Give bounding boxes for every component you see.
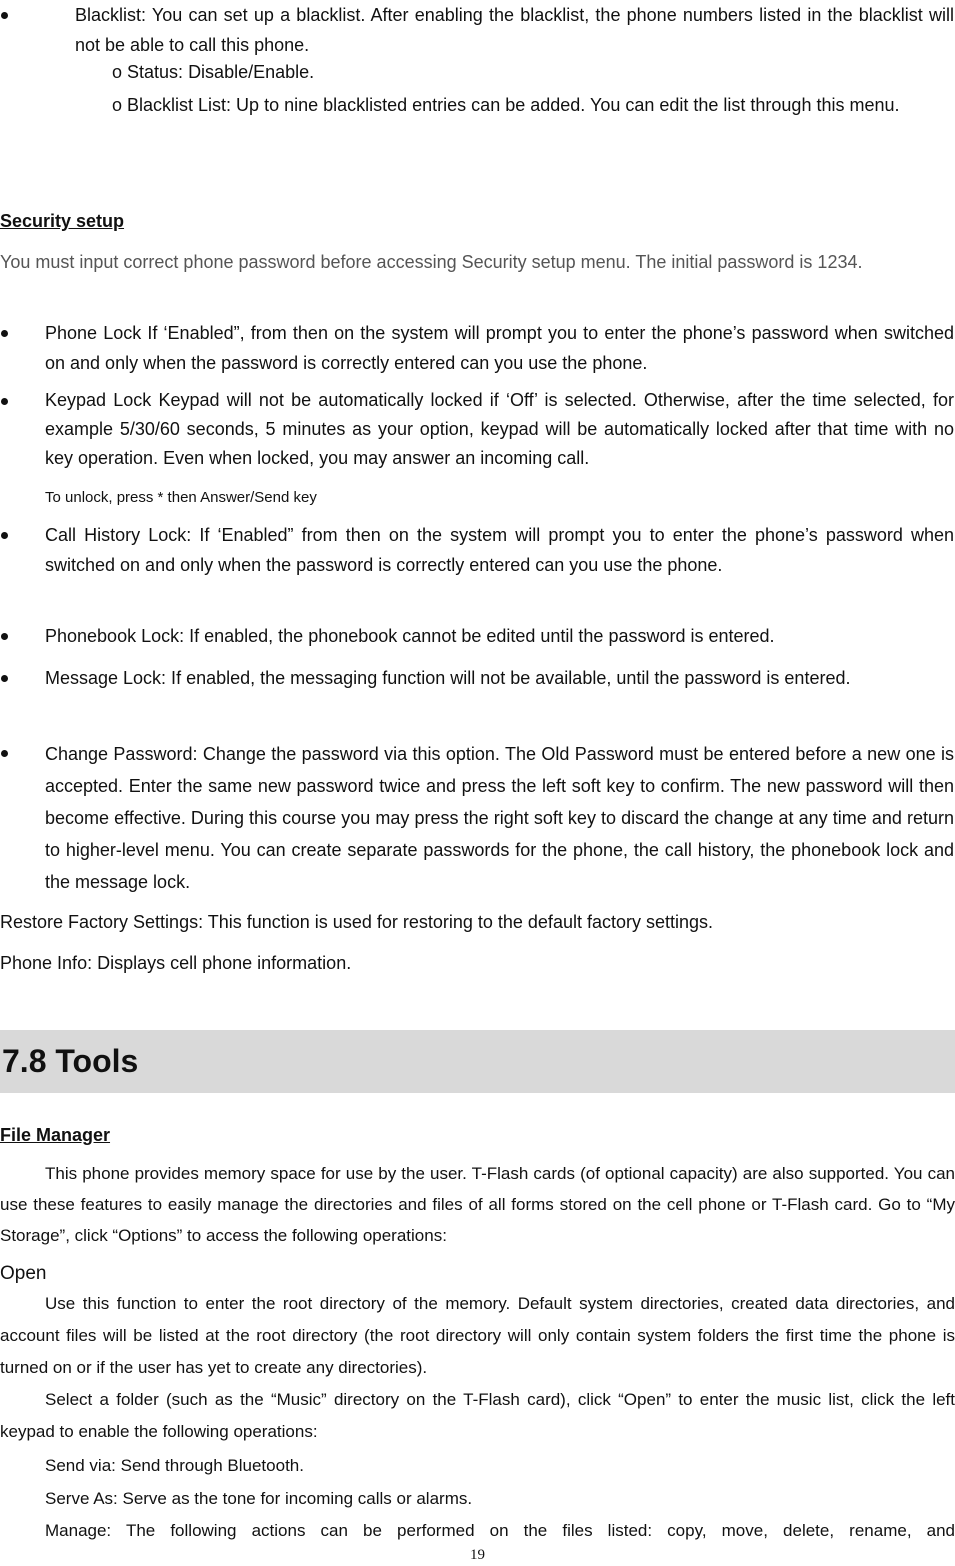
bullet-icon [1,633,8,640]
security-item-text: Change Password: Change the password via this option. The Old Password must be entered before a new one is accepted. Enter the same new password twice and press the left soft key to confirm. The new password will then become effective. During this course you may press the right soft key to discard the change at any time and return to higher-level menu. You can create separate passwords for the phone, the call history, the phonebook lock and the message lock. [45,744,954,892]
blacklist-text: Blacklist: You can set up a blacklist. After enabling the blacklist, the phone numbers listed in the blacklist will not be able to call this phone. [75,5,954,55]
send-via: Send via: Send through Bluetooth. [45,1456,304,1475]
page-number: 19 [470,1547,485,1563]
select-folder-description: Select a folder (such as the “Music” directory on the T-Flash card), click “Open” to enter the music list, click the left keypad to enable the following operations: [0,1390,955,1441]
sub-text: Blacklist List: Up to nine blacklisted entries can be added. You can edit the list through this menu. [127,95,900,115]
bullet-icon [1,750,8,757]
restore-factory-settings: Restore Factory Settings: This function is used for restoring to the default factory settings. [0,912,714,932]
security-item-text: Message Lock: If enabled, the messaging function will not be available, until the password is entered. [45,668,851,688]
phone-info: Phone Info: Displays cell phone information. [0,953,352,973]
sub-text: Status: Disable/Enable. [127,62,315,82]
bullet-icon [1,330,8,337]
open-description: Use this function to enter the root directory of the memory. Default system directories, created data directories, and account files will be listed at the root directory (the root directory will only contain system folders the first time the phone is turned on or if the user has yet to create any directories). [0,1294,955,1377]
file-manager-intro: This phone provides memory space for use by the user. T-Flash cards (of optional capacity) are also supported. You can use these features to easily manage the directories and files of all forms stored on the cell phone or T-Flash card. Go to “My Storage”, click “Options” to access the following operations: [0,1164,955,1245]
bullet-icon [1,532,8,539]
file-manager-heading: File Manager [0,1125,111,1145]
security-item-text: Call History Lock: If ‘Enabled” from then on the system will prompt you to enter the phone’s password when switched on and only when the password is correctly entered can you use the phone. [45,525,954,575]
section-title: 7.8 Tools [2,1043,139,1079]
security-heading: Security setup [0,211,125,231]
security-item-text: Phonebook Lock: If enabled, the phonebook cannot be edited until the password is entered. [45,626,775,646]
sub-marker-icon: o [112,62,123,82]
blacklist-sub-list [112,90,954,120]
open-label: Open [0,1263,47,1284]
sub-marker-icon: o [112,95,123,115]
serve-as: Serve As: Serve as the tone for incoming calls or alarms. [45,1489,473,1508]
bullet-icon [1,675,8,682]
security-item-text: Keypad Lock Keypad will not be automatically locked if ‘Off’ is selected. Otherwise, after the time selected, for example 5/30/60 seconds, 5 minutes as your option, keypad will be automatically locked after that time with no key operation. Even when locked, you may answer an incoming call. [45,390,954,468]
security-intro: You must input correct phone password before accessing Security setup menu. The initial password is 1234. [0,252,863,272]
bullet-icon [1,12,8,19]
section-banner [0,1030,955,1093]
security-item-text: Phone Lock If ‘Enabled”, from then on the system will prompt you to enter the phone’s password when switched on and only when the password is correctly entered can you use the phone. [45,323,954,373]
blacklist-sub-status [112,57,954,87]
bullet-icon [1,398,8,405]
keypad-unlock-note: To unlock, press * then Answer/Send key [45,489,317,506]
manage: Manage: The following actions can be performed on the files listed: copy, move, delete, rename, and [45,1521,955,1540]
